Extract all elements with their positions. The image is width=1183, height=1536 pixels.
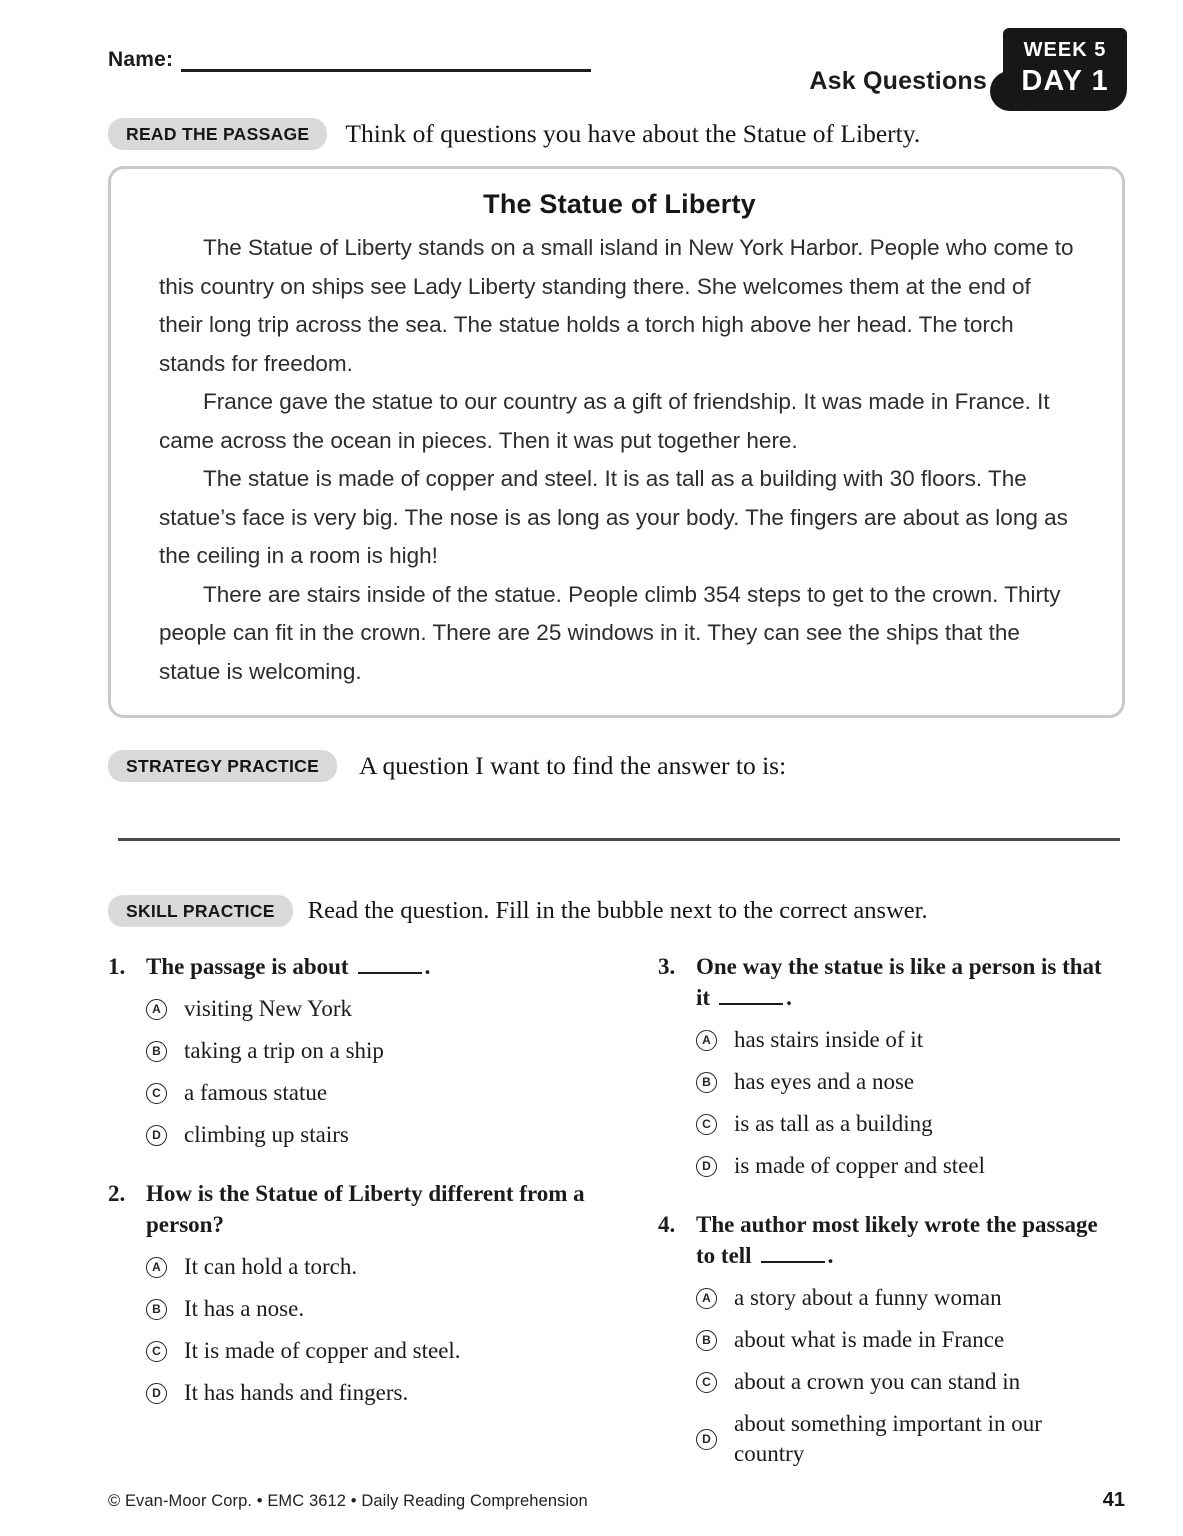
option-row: [696, 1025, 1116, 1055]
passage-body: [159, 229, 1080, 691]
question-3: [658, 951, 1125, 1181]
question-text: How is the Statue of Liberty different from a person?: [146, 1181, 585, 1237]
answer-bubble-d[interactable]: [696, 1429, 717, 1450]
day-badge-text: DAY 1: [1021, 65, 1109, 97]
option-row: [696, 1325, 1116, 1355]
strategy-answer-line[interactable]: [118, 838, 1120, 841]
answer-bubble-c[interactable]: [696, 1372, 717, 1393]
question-2: [108, 1178, 648, 1408]
option-text: has stairs inside of it: [734, 1027, 924, 1052]
option-text: about a crown you can stand in: [734, 1369, 1021, 1394]
option-row: [696, 1109, 1116, 1139]
read-passage-row: [108, 118, 1125, 150]
question-number: 3.: [658, 954, 676, 979]
option-letter: A: [152, 1260, 161, 1274]
passage-title: The Statue of Liberty: [483, 189, 756, 219]
page-number: 41: [1102, 1489, 1125, 1511]
option-row: [696, 1409, 1116, 1469]
skill-instruction: Read the question. Fill in the bubble next to the correct answer.: [307, 897, 928, 924]
options-list: [696, 1283, 1116, 1469]
option-letter: C: [702, 1117, 711, 1131]
answer-blank: [719, 1003, 783, 1005]
copyright-text: © Evan-Moor Corp. • EMC 3612 • Daily Reading Comprehension: [108, 1492, 588, 1510]
answer-bubble-c[interactable]: [146, 1083, 167, 1104]
options-list: [146, 1252, 606, 1408]
option-text: It has a nose.: [184, 1296, 305, 1321]
option-letter: D: [702, 1432, 711, 1446]
option-row: [146, 1078, 648, 1108]
answer-bubble-d[interactable]: [146, 1383, 167, 1404]
read-the-passage-label: READ THE PASSAGE: [108, 118, 327, 150]
option-letter: D: [152, 1128, 161, 1142]
passage-paragraph: France gave the statue to our country as a gift of friendship. It was made in France. It came across the ocean in pieces. Then it was put together here.: [159, 389, 1050, 453]
answer-bubble-a[interactable]: [146, 1257, 167, 1278]
option-text: It can hold a torch.: [184, 1254, 358, 1279]
question-number: 2.: [108, 1181, 126, 1206]
question-4: [658, 1209, 1125, 1469]
answer-bubble-a[interactable]: [146, 999, 167, 1020]
answer-bubble-c[interactable]: [696, 1114, 717, 1135]
questions-section: [108, 951, 1125, 1497]
question-number: 1.: [108, 954, 126, 979]
option-text: climbing up stairs: [184, 1122, 349, 1147]
skill-practice-row: [108, 895, 1125, 927]
option-row: [146, 994, 648, 1024]
option-row: [696, 1067, 1116, 1097]
question-1: [108, 951, 648, 1150]
option-letter: A: [152, 1002, 161, 1016]
name-label: Name:: [108, 48, 174, 71]
passage-paragraph: The statue is made of copper and steel. It is as tall as a building with 30 floors. The statue’s face is very big. The nose is as long as your body. The fingers are about as long as the ceiling in a room is high!: [159, 466, 1068, 568]
lesson-title: Ask Questions: [809, 67, 987, 95]
option-row: [146, 1252, 606, 1282]
strategy-practice-label: STRATEGY PRACTICE: [108, 750, 337, 782]
answer-bubble-b[interactable]: [146, 1041, 167, 1062]
passage-paragraph: The Statue of Liberty stands on a small island in New York Harbor. People who come to this country on ships see Lady Liberty standing there. She welcomes them at the end of their long trip across the sea. The statue holds a torch high above her head. The torch stands for freedom.: [159, 235, 1074, 376]
answer-bubble-d[interactable]: [146, 1125, 167, 1146]
strategy-prompt: A question I want to find the answer to is:: [359, 751, 787, 780]
strategy-practice-row: [108, 750, 1125, 782]
skill-practice-label: SKILL PRACTICE: [108, 895, 293, 927]
option-letter: B: [702, 1333, 711, 1347]
option-letter: C: [702, 1375, 711, 1389]
option-text: visiting New York: [184, 996, 353, 1021]
questions-right-column: [658, 951, 1125, 1497]
option-text: taking a trip on a ship: [184, 1038, 384, 1063]
answer-blank: [358, 972, 422, 974]
option-row: [146, 1036, 648, 1066]
option-text: It has hands and fingers.: [184, 1380, 409, 1405]
option-text: has eyes and a nose: [734, 1069, 915, 1094]
week-day-badge: [1003, 28, 1127, 111]
option-row: [146, 1294, 606, 1324]
passage-box: [108, 166, 1125, 718]
option-letter: B: [152, 1302, 161, 1316]
option-letter: A: [702, 1033, 711, 1047]
options-list: [696, 1025, 1116, 1181]
answer-blank: [761, 1261, 825, 1263]
option-letter: C: [152, 1086, 161, 1100]
question-text: The passage is about .: [146, 954, 431, 979]
option-letter: B: [702, 1075, 711, 1089]
option-text: about something important in our country: [734, 1411, 1042, 1466]
option-row: [146, 1378, 606, 1408]
option-letter: C: [152, 1344, 161, 1358]
option-row: [696, 1367, 1116, 1397]
option-letter: B: [152, 1044, 161, 1058]
answer-bubble-c[interactable]: [146, 1341, 167, 1362]
answer-bubble-b[interactable]: [696, 1072, 717, 1093]
option-text: is as tall as a building: [734, 1111, 933, 1136]
option-row: [696, 1151, 1116, 1181]
week-badge-text: WEEK 5: [1023, 39, 1107, 61]
name-write-line[interactable]: [181, 46, 591, 72]
questions-left-column: [108, 951, 648, 1497]
option-row: [696, 1283, 1116, 1313]
option-text: is made of copper and steel: [734, 1153, 985, 1178]
option-row: [146, 1120, 648, 1150]
passage-paragraph: There are stairs inside of the statue. People climb 354 steps to get to the crown. Thirty people can fit in the crown. There are 25 windows in it. They can see the ships that the statue is welcoming.: [159, 581, 1061, 684]
option-letter: A: [702, 1291, 711, 1305]
option-row: [146, 1336, 606, 1366]
page-footer: [108, 1489, 1125, 1512]
answer-bubble-a[interactable]: [696, 1030, 717, 1051]
question-number: 4.: [658, 1212, 676, 1237]
option-text: a famous statue: [184, 1080, 328, 1105]
question-text: The author most likely wrote the passage to tell .: [696, 1212, 1098, 1268]
options-list: [146, 994, 648, 1150]
answer-bubble-d[interactable]: [696, 1156, 717, 1177]
option-letter: D: [152, 1386, 161, 1400]
option-text: about what is made in France: [734, 1327, 1005, 1352]
answer-bubble-b[interactable]: [146, 1299, 167, 1320]
option-text: a story about a funny woman: [734, 1285, 1002, 1310]
question-text: One way the statue is like a person is that it .: [696, 954, 1102, 1010]
answer-bubble-b[interactable]: [696, 1330, 717, 1351]
option-letter: D: [702, 1159, 711, 1173]
option-text: It is made of copper and steel.: [184, 1338, 461, 1363]
read-passage-instruction: Think of questions you have about the Statue of Liberty.: [345, 119, 921, 148]
answer-bubble-a[interactable]: [696, 1288, 717, 1309]
